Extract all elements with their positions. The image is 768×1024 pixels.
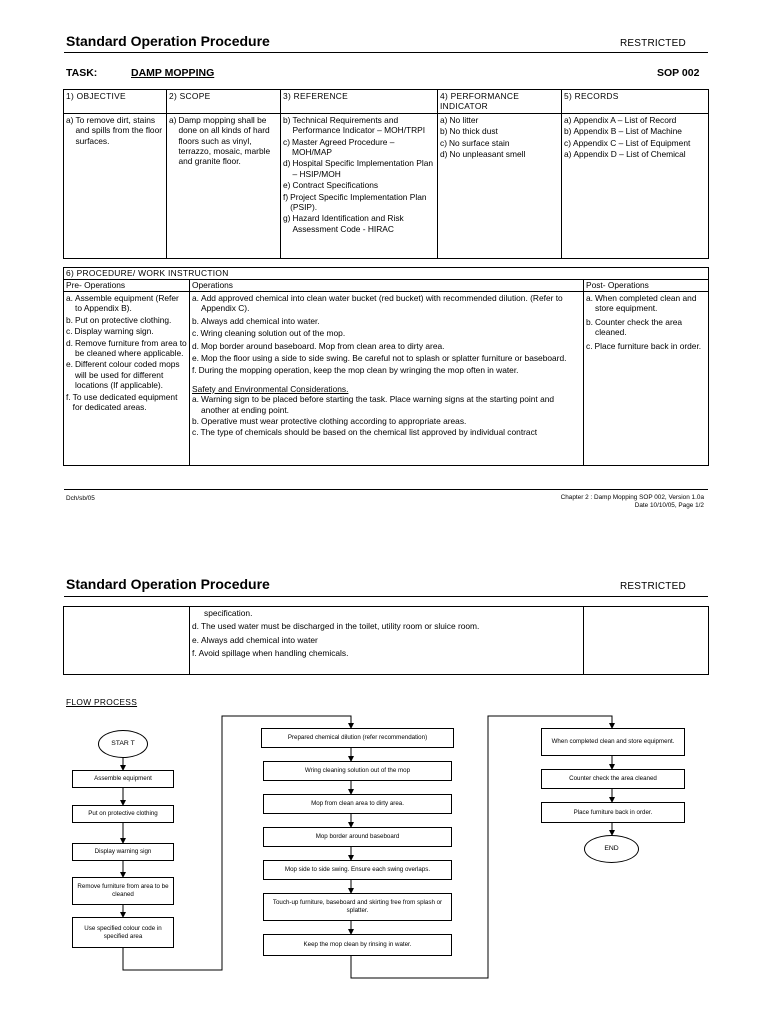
list-item: c) Master Agreed Procedure – MOH/MAP xyxy=(283,136,395,158)
reference-header: 3) REFERENCE xyxy=(281,90,438,114)
flow-step: Counter check the area cleaned xyxy=(541,769,685,789)
list-item: d) No unpleasant smell xyxy=(440,149,526,160)
performance-header: 4) PERFORMANCE INDICATOR xyxy=(438,90,562,114)
list-item: b. Put on protective clothing. xyxy=(66,314,172,325)
list-item: b) Technical Requirements and Performance Indicator – MOH/TRPI xyxy=(283,114,426,136)
flow-end-oval: END xyxy=(584,835,639,863)
list-item: c) No surface stain xyxy=(440,137,510,148)
records-header: 5) RECORDS xyxy=(562,90,709,114)
sop-code: SOP 002 xyxy=(657,67,700,79)
list-item: a) No litter xyxy=(440,114,479,125)
objective-header: 1) OBJECTIVE xyxy=(64,90,167,114)
operations-header: Operations xyxy=(190,280,584,292)
flow-step: Use specified colour code in specified area xyxy=(72,917,174,948)
flow-start-oval: STAR T xyxy=(98,730,148,758)
task-name: DAMP MOPPING xyxy=(131,67,215,79)
flow-step: Keep the mop clean by rinsing in water. xyxy=(263,934,452,956)
list-item: b. Operative must wear protective clothing according to appropriate areas. xyxy=(192,416,467,427)
list-item: f. During the mopping operation, keep the mop clean by wringing the mop often in water. xyxy=(192,365,519,376)
flow-title: FLOW PROCESS xyxy=(66,697,138,707)
list-item: f) Project Specific Implementation Plan (PSIP). xyxy=(283,191,427,213)
list-item: c. Display warning sign. xyxy=(66,326,154,337)
list-item: e. Mop the floor using a side to side swing. Be careful not to splash or splatter furniture or baseboard. xyxy=(192,353,567,364)
list-item: d) Hospital Specific Implementation Plan – HSIP/MOH xyxy=(283,158,434,179)
page2-restricted-label: RESTRICTED xyxy=(620,581,686,592)
list-item: d. Remove furniture from area to be cleaned where applicable. xyxy=(66,337,187,359)
scope-header: 2) SCOPE xyxy=(167,90,281,114)
flow-step: Wring cleaning solution out of the mop xyxy=(263,761,452,781)
safety-title: Safety and Environmental Considerations. xyxy=(192,383,349,394)
flow-step: Display warning sign xyxy=(72,843,174,861)
list-item: e. Always add chemical into water xyxy=(192,634,318,645)
flow-step: Mop border around baseboard xyxy=(263,827,452,847)
list-item: a) Appendix D – List of Chemical xyxy=(564,149,686,160)
list-item: d. Mop border around baseboard. Mop from clean area to dirty area. xyxy=(192,340,445,351)
list-item: c. Place furniture back in order. xyxy=(586,340,702,351)
flow-step: When completed clean and store equipment. xyxy=(541,728,685,756)
list-item: a. When completed clean and store equipment. xyxy=(586,293,697,314)
procedure-header: 6) PROCEDURE/ WORK INSTRUCTION xyxy=(64,268,709,280)
restricted-label: RESTRICTED xyxy=(620,38,686,49)
list-item: a) Appendix A – List of Record xyxy=(564,114,677,125)
flow-step: Mop side to side swing. Ensure each swing overlaps. xyxy=(263,860,452,880)
list-item: d. The used water must be discharged in the toilet, utility room or sluice room. xyxy=(192,621,480,632)
list-item: f. To use dedicated equipment for dedicated areas. xyxy=(66,391,178,413)
list-item: a. Add approved chemical into clean water bucket (red bucket) with recommended dilution. (Refer to Appendix C). xyxy=(192,293,563,314)
flow-step: Remove furniture from area to be cleaned xyxy=(72,877,174,905)
list-item: b. Always add chemical into water. xyxy=(192,315,320,326)
list-item: g) Hazard Identification and Risk Assessment Code - HIRAC xyxy=(283,213,404,234)
cont-first-line: specification. xyxy=(204,608,253,618)
list-item: b) Appendix B – List of Machine xyxy=(564,126,682,137)
post-operations-header: Post- Operations xyxy=(584,280,709,292)
flow-step: Mop from clean area to dirty area. xyxy=(263,794,452,814)
page2-title: Standard Operation Procedure xyxy=(66,576,270,592)
list-item: c. Wring cleaning solution out of the mop. xyxy=(192,328,346,339)
list-item: f. Avoid spillage when handling chemicals. xyxy=(192,648,349,659)
flow-step: Place furniture back in order. xyxy=(541,802,685,823)
list-item: a. Warning sign to be placed before starting the task. Place warning signs at the starting point and another at ending point. xyxy=(192,394,555,415)
flow-step: Touch-up furniture, baseboard and skirting free from splash or splatter. xyxy=(263,893,452,921)
footer-right-1: Chapter 2 : Damp Mopping SOP 002, Version 1.0a xyxy=(560,494,704,501)
list-item: c) Appendix C – List of Equipment xyxy=(564,137,691,148)
task-label: TASK: xyxy=(66,67,98,79)
list-item: c. The type of chemicals should be based on the chemical list approved by individual contract xyxy=(192,427,538,438)
list-item: a. Assemble equipment (Refer to Appendix B). xyxy=(66,293,179,314)
flow-step: Put on protective clothing xyxy=(72,805,174,823)
list-item: e. Different colour coded mops will be used for different locations (If applicable). xyxy=(66,359,180,391)
objective-cell: a) To remove dirt, stains and spills from the floor surfaces. xyxy=(64,113,167,258)
flow-step: Assemble equipment xyxy=(72,770,174,788)
page-title: Standard Operation Procedure xyxy=(66,33,270,49)
scope-cell: a) Damp mopping shall be done on all kinds of hard floors such as vinyl, terrazzo, mosaic, marble and granite floor. xyxy=(167,113,281,258)
list-item: b. Counter check the area cleaned. xyxy=(586,316,683,338)
footer-left: Dch/sb/05 xyxy=(66,495,95,502)
footer-right-2: Date 10/10/05, Page 1/2 xyxy=(634,502,704,509)
pre-operations-header: Pre- Operations xyxy=(64,280,190,292)
list-item: e) Contract Specifications xyxy=(283,180,379,191)
flow-step: Prepared chemical dilution (refer recommendation) xyxy=(261,728,454,748)
list-item: b) No thick dust xyxy=(440,126,498,137)
